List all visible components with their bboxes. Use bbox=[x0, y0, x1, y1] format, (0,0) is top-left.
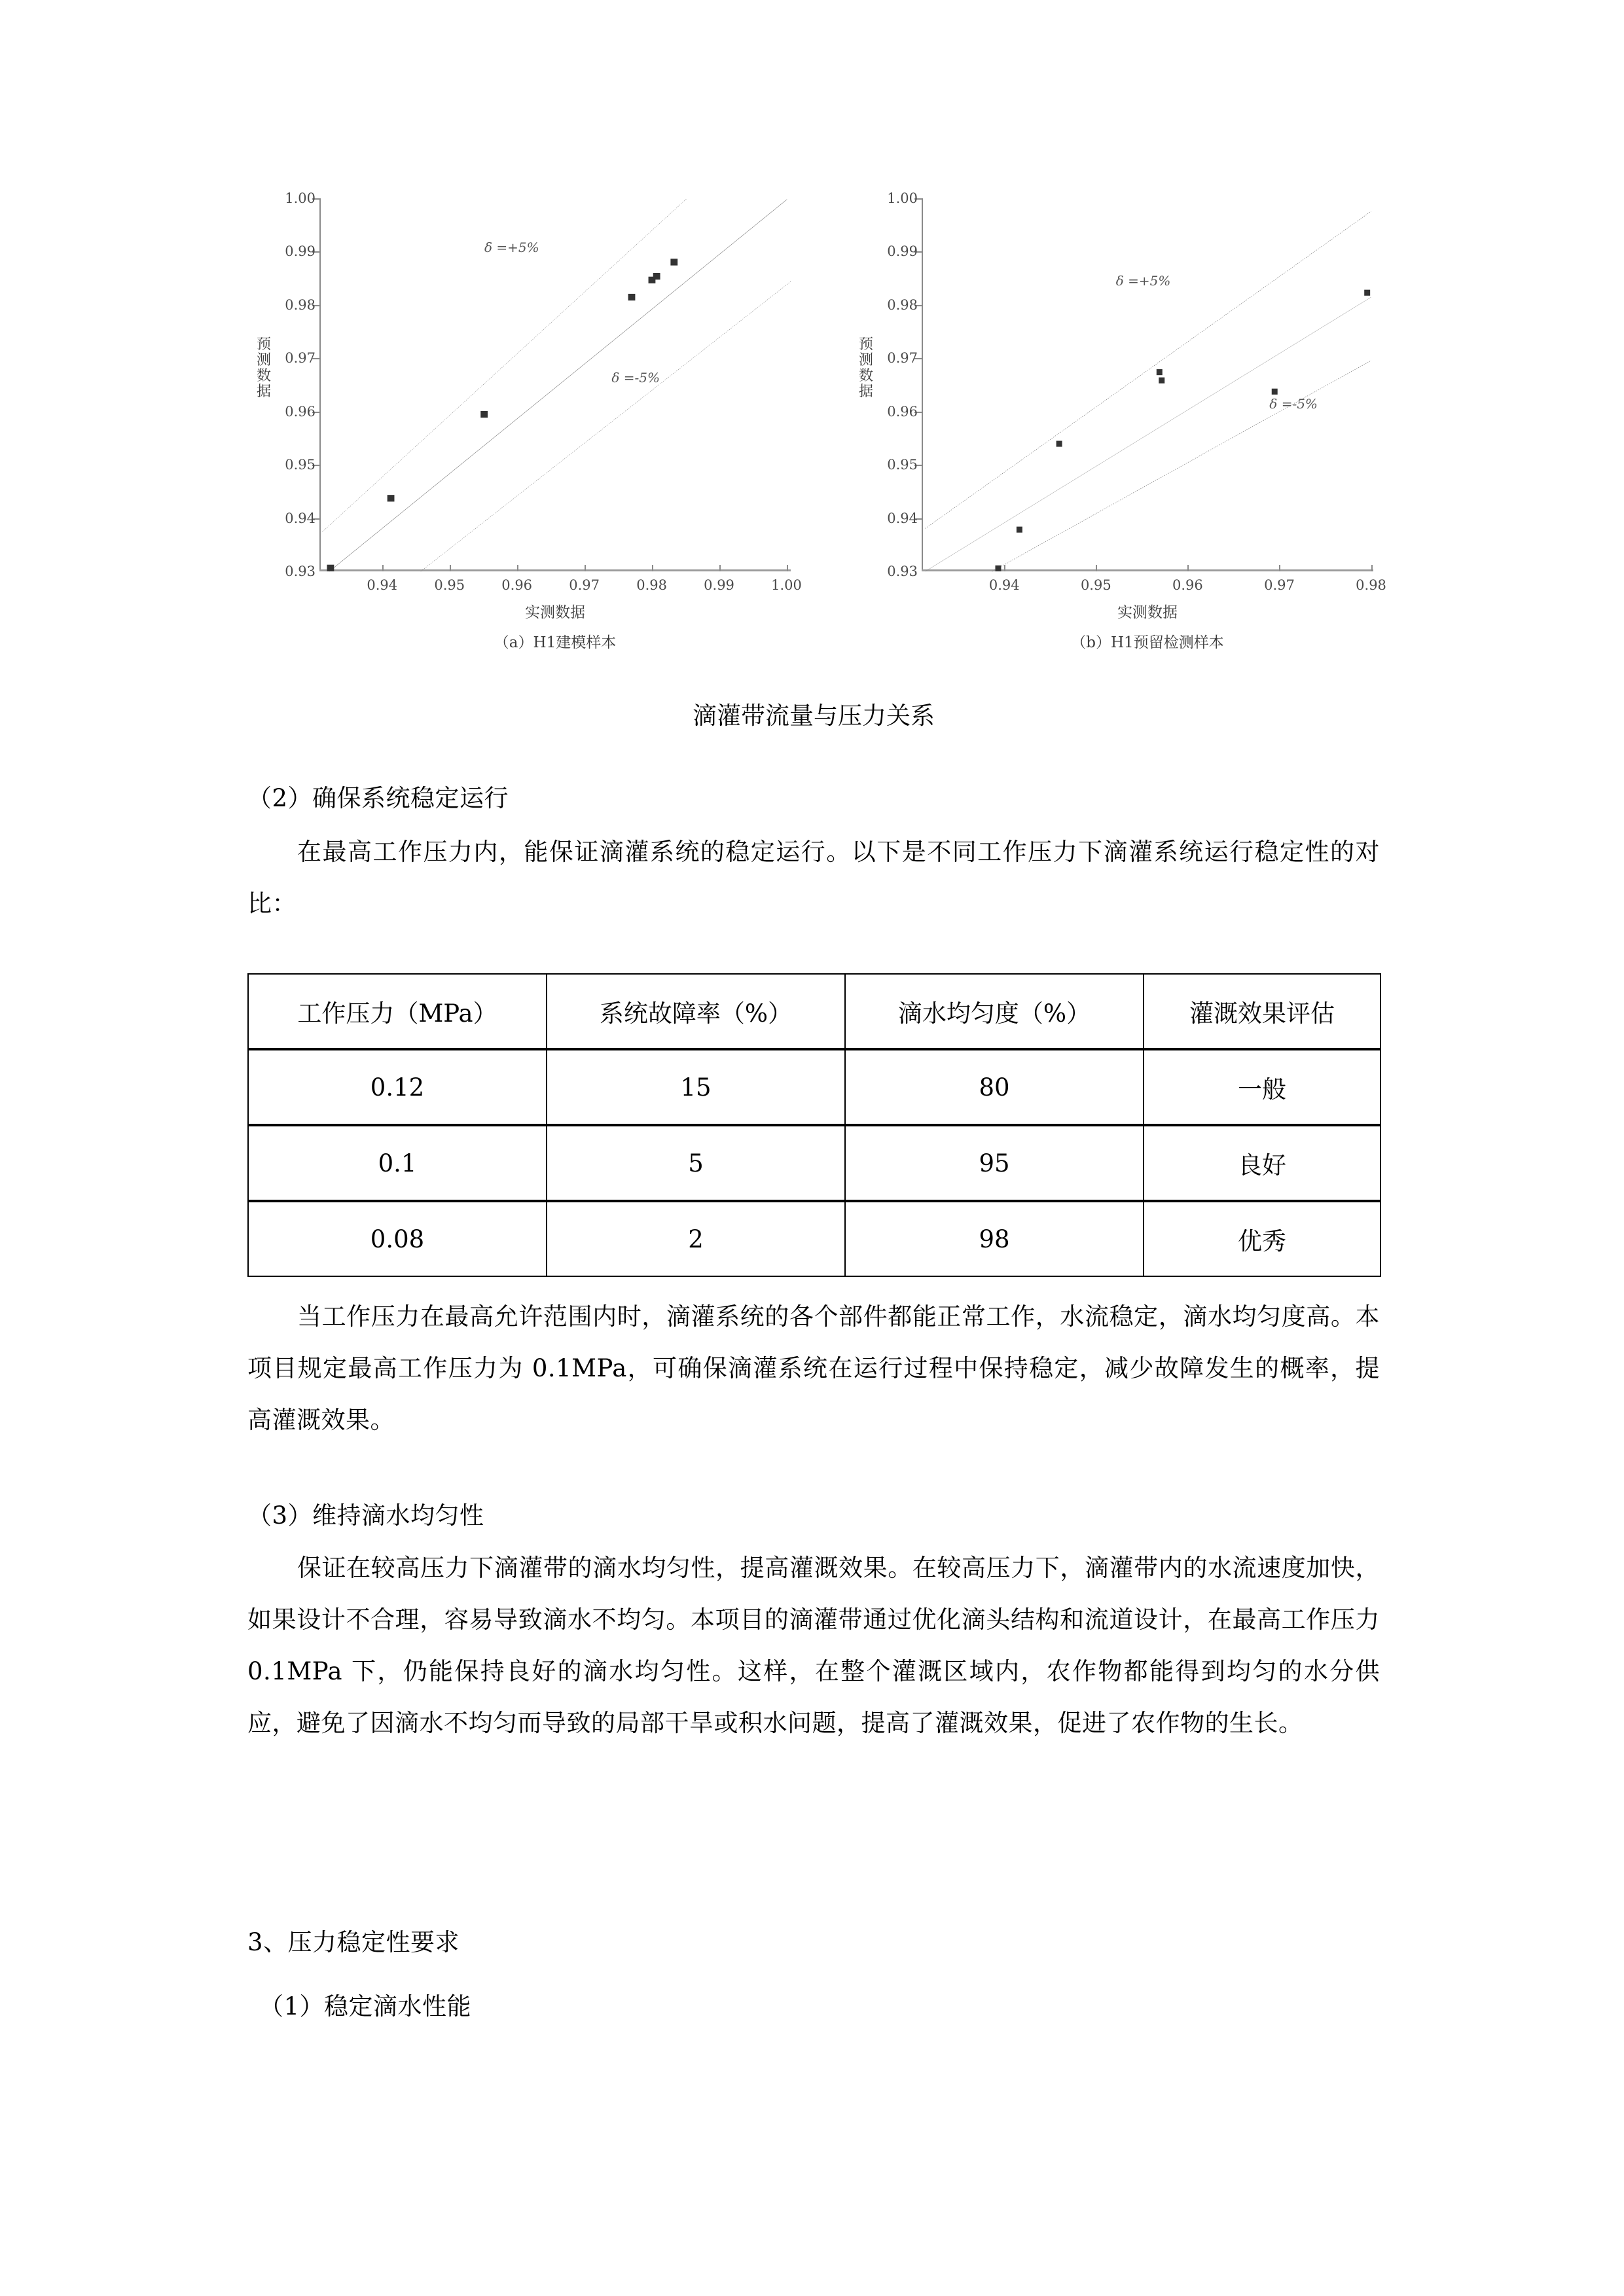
paragraph-uniformity: 保证在较高压力下滴灌带的滴水均匀性，提高灌溉效果。在较高压力下，滴灌带内的水流速度加快，如果设计不合理，容易导致滴水不均匀。本项目的滴灌带通过优化滴头结构和流道设计，在最高工作压力 0.1MPa 下，仍能保持良好的滴水均匀性。这样，在整个灌溉区域内，农作物都能得到均匀的水分供应，避免了因滴水不均匀而导致的局部干旱或积水问题，提高了灌溉效果，促进了农作物的生长。 bbox=[247, 1554, 1380, 1737]
chart-a-lower-delta-label: δ =-5% bbox=[611, 370, 660, 386]
chart-a-series-svg bbox=[319, 198, 791, 571]
pressure-stability-table bbox=[247, 973, 1381, 1277]
chart-a-xtick-label: 0.95 bbox=[434, 577, 465, 593]
table-header-failure-rate: 系统故障率（%） bbox=[547, 974, 845, 1049]
chart-a-plot-area bbox=[285, 190, 802, 593]
table-header-row bbox=[248, 974, 1380, 1049]
table-header-evaluation: 灌溉效果评估 bbox=[1144, 974, 1380, 1049]
chart-b bbox=[850, 187, 1386, 684]
chart-a-xtick-label: 0.98 bbox=[636, 577, 667, 593]
chart-b-xtick-label: 0.94 bbox=[988, 577, 1020, 593]
table-cell: 95 bbox=[845, 1125, 1144, 1201]
chart-b-ytick-label: 0.99 bbox=[887, 243, 918, 260]
chart-b-ytick-label: 0.96 bbox=[887, 403, 918, 420]
chart-a-data-points bbox=[327, 259, 678, 571]
chart-a-ytick-label: 1.00 bbox=[285, 190, 316, 206]
chart-a-ytick-label: 0.94 bbox=[285, 510, 316, 526]
chart-a-ytick-label: 0.97 bbox=[285, 350, 316, 367]
chart-b-upper-bound-line bbox=[926, 211, 1371, 529]
table-cell: 0.08 bbox=[248, 1201, 547, 1276]
table-cell: 98 bbox=[845, 1201, 1144, 1276]
chart-a-xtick-label: 0.96 bbox=[501, 577, 533, 593]
table-header-working-pressure: 工作压力（MPa） bbox=[248, 974, 547, 1049]
chart-a-ytick-label: 0.99 bbox=[285, 243, 316, 260]
chart-b-ytick-label: 0.95 bbox=[887, 457, 918, 473]
chart-a-y-axis-title: 预测数据 bbox=[256, 336, 271, 400]
table-cell: 0.12 bbox=[248, 1049, 547, 1125]
chart-a-subcaption: （a）H1建模样本 bbox=[494, 634, 617, 651]
chart-a-xtick-label: 0.97 bbox=[569, 577, 600, 593]
heading-ensure-stable-operation: （2）确保系统稳定运行 bbox=[247, 784, 509, 812]
table-cell: 2 bbox=[547, 1201, 845, 1276]
heading-pressure-stability-requirements: 3、压力稳定性要求 bbox=[247, 1928, 460, 1956]
pressure-stability-table-wrap bbox=[247, 973, 1380, 1277]
chart-b-lower-bound-line bbox=[992, 361, 1371, 571]
table-row bbox=[248, 1049, 1380, 1125]
table-header-uniformity: 滴水均匀度（%） bbox=[845, 974, 1144, 1049]
chart-b-ytick-label: 0.98 bbox=[887, 296, 918, 313]
chart-b-xtick-label: 0.95 bbox=[1080, 577, 1111, 593]
chart-b-ytick-label: 1.00 bbox=[887, 190, 918, 206]
table-row bbox=[248, 1125, 1380, 1201]
chart-b-plot-area bbox=[887, 190, 1386, 593]
paragraph-pressure-range: 当工作压力在最高允许范围内时，滴灌系统的各个部件都能正常工作，水流稳定，滴水均匀度高。本项目规定最高工作压力为 0.1MPa，可确保滴灌系统在运行过程中保持稳定，减少故障发生的概率，提高灌溉效果。 bbox=[247, 1302, 1380, 1434]
chart-a-upper-delta-label: δ =+5% bbox=[484, 239, 539, 255]
chart-a-xtick-label: 0.99 bbox=[704, 577, 734, 593]
heading-stable-drip-performance: （1）稳定滴水性能 bbox=[259, 1992, 472, 2020]
chart-b-ytick-label: 0.93 bbox=[887, 564, 918, 579]
table-cell: 5 bbox=[547, 1125, 845, 1201]
figure-block bbox=[247, 187, 1386, 684]
chart-b-x-axis-title: 实测数据 bbox=[1117, 604, 1178, 621]
chart-a-ytick-label: 0.93 bbox=[285, 564, 316, 579]
chart-a-ytick-label: 0.95 bbox=[285, 457, 316, 473]
table-cell: 优秀 bbox=[1144, 1201, 1380, 1276]
chart-b-xtick-label: 0.96 bbox=[1172, 577, 1203, 593]
chart-a-xtick-label: 1.00 bbox=[771, 577, 802, 593]
table-cell: 0.1 bbox=[248, 1125, 547, 1201]
table-row bbox=[248, 1201, 1380, 1276]
chart-b-lower-delta-label: δ =-5% bbox=[1269, 396, 1318, 412]
chart-b-identity-line bbox=[926, 297, 1371, 571]
chart-b-xtick-label: 0.98 bbox=[1356, 577, 1386, 593]
chart-a-identity-line bbox=[329, 200, 787, 571]
chart-b-ytick-label: 0.94 bbox=[887, 510, 918, 526]
chart-b-subcaption: （b）H1预留检测样本 bbox=[1071, 634, 1224, 651]
chart-a-ytick-label: 0.98 bbox=[285, 296, 316, 313]
table-cell: 一般 bbox=[1144, 1049, 1380, 1125]
chart-b-upper-delta-label: δ =+5% bbox=[1115, 273, 1171, 289]
chart-a bbox=[247, 187, 802, 684]
chart-b-xtick-label: 0.97 bbox=[1264, 577, 1295, 593]
chart-a-xtick-label: 0.94 bbox=[367, 577, 398, 593]
chart-b-data-points bbox=[995, 290, 1370, 571]
chart-b-y-axis-title: 预测数据 bbox=[858, 336, 873, 400]
table-cell: 15 bbox=[547, 1049, 845, 1125]
chart-a-x-axis-title: 实测数据 bbox=[525, 604, 585, 621]
heading-maintain-uniformity: （3）维持滴水均匀性 bbox=[247, 1501, 484, 1530]
chart-a-ytick-label: 0.96 bbox=[285, 403, 316, 420]
paragraph-stable-operation: 在最高工作压力内，能保证滴灌系统的稳定运行。以下是不同工作压力下滴灌系统运行稳定性的对比： bbox=[247, 838, 1380, 918]
chart-b-series-svg bbox=[922, 198, 1373, 571]
chart-a-lower-bound-line bbox=[421, 281, 791, 571]
table-cell: 良好 bbox=[1144, 1125, 1380, 1201]
table-cell: 80 bbox=[845, 1049, 1144, 1125]
figure-caption: 滴灌带流量与压力关系 bbox=[693, 702, 935, 730]
chart-b-ytick-label: 0.97 bbox=[887, 350, 918, 367]
